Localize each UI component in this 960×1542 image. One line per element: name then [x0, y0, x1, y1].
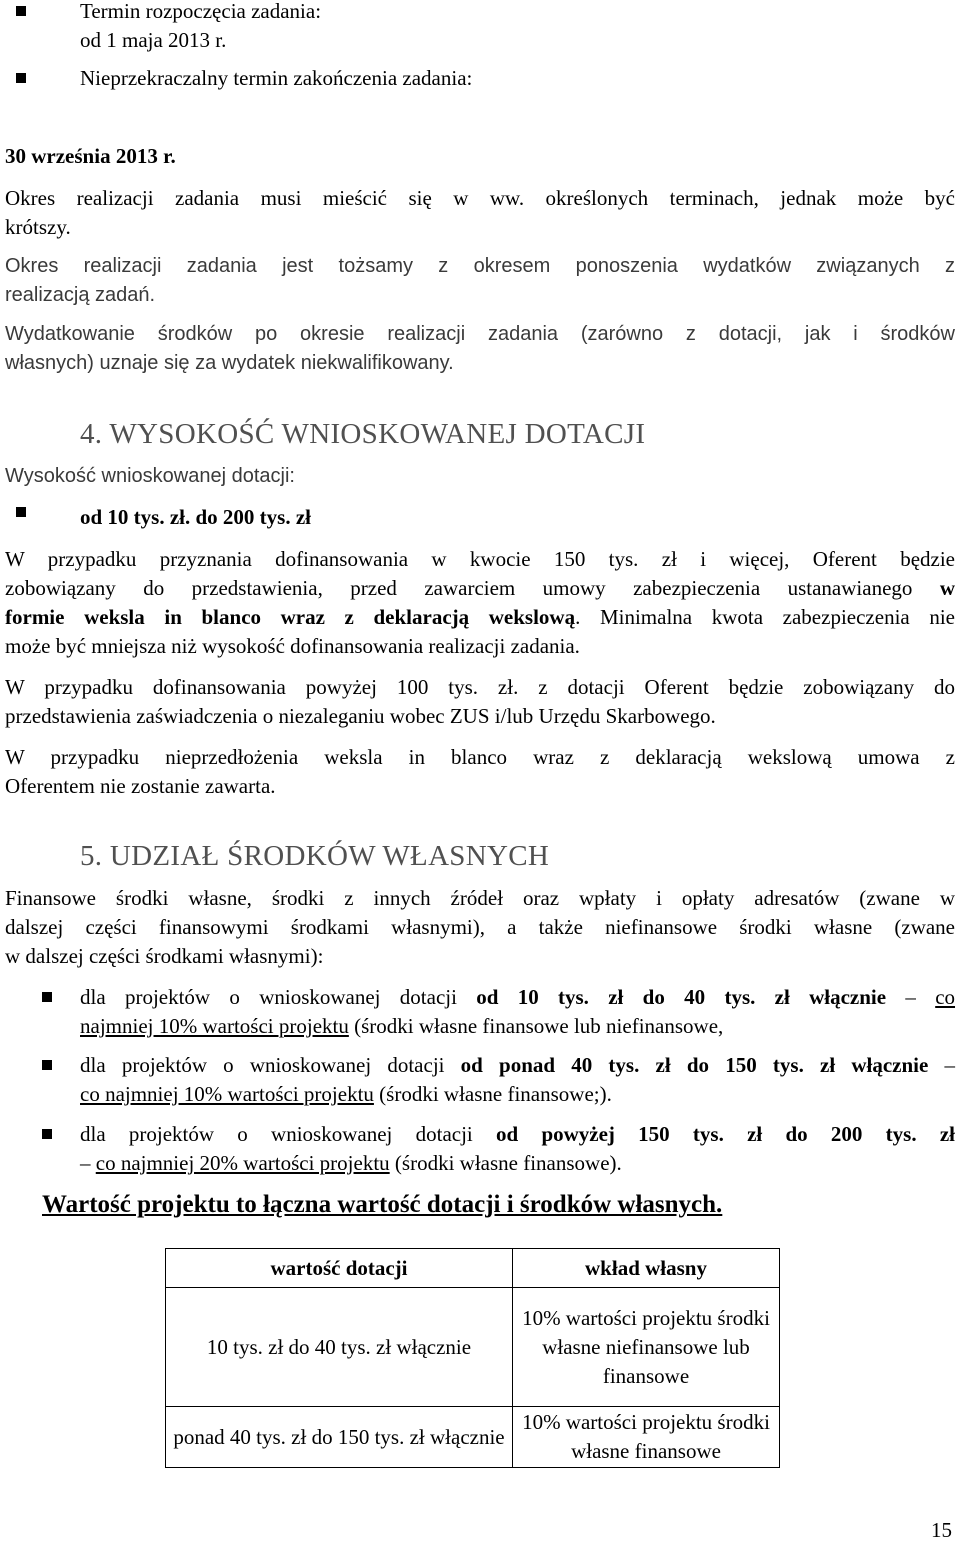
list-item: dla projektów o wnioskowanej dotacji od powyżej 150 tys. zł do 200 tys. zł: [80, 1122, 955, 1146]
start-date-value: od 1 maja 2013 r.: [80, 28, 227, 52]
bullet-square: [42, 1129, 52, 1139]
paragraph: przedstawienia zaświadczenia o niezaleganiu wobec ZUS i/lub Urzędu Skarbowego.: [5, 704, 716, 728]
paragraph: krótszy.: [5, 215, 71, 239]
list-item: dla projektów o wnioskowanej dotacji od 10 tys. zł do 40 tys. zł włącznie – co: [80, 985, 956, 1009]
end-date-label: Nieprzekraczalny termin zakończenia zadania:: [80, 66, 473, 90]
start-date-label: Termin rozpoczęcia zadania:: [80, 0, 322, 23]
paragraph: formie weksla in blanco wraz z deklaracją wekslową. Minimalna kwota zabezpieczenia nie: [5, 605, 955, 629]
paragraph: realizacją zadań.: [5, 284, 156, 306]
grant-range: od 10 tys. zł. do 200 tys. zł: [80, 505, 311, 529]
bullet-square: [42, 992, 52, 1002]
paragraph: Finansowe środki własne, środki z innych źródeł oraz wpłaty i opłaty adresatów (zwane w: [5, 886, 955, 910]
list-item-cont: co najmniej 10% wartości projektu (środki własne finansowe;).: [80, 1082, 612, 1106]
bullet-square: [16, 73, 26, 83]
bullet-square: [42, 1060, 52, 1070]
table-row: [166, 1407, 780, 1468]
paragraph: własnych) uznaje się za wydatek niekwalifikowany.: [5, 352, 454, 374]
table-header: wkład własny: [513, 1249, 780, 1288]
paragraph: w dalszej części środkami własnymi):: [5, 944, 324, 968]
paragraph: Okres realizacji zadania musi mieścić się w ww. określonych terminach, jednak może być: [5, 186, 955, 210]
paragraph: Wydatkowanie środków po okresie realizacji zadania (zarówno z dotacji, jak i środków: [5, 323, 955, 345]
table-cell: 10 tys. zł do 40 tys. zł włącznie: [166, 1288, 513, 1407]
paragraph: W przypadku dofinansowania powyżej 100 tys. zł. z dotacji Oferent będzie zobowiązany do: [5, 675, 955, 699]
table-row: [166, 1288, 780, 1407]
bullet-square: [16, 6, 26, 16]
table-header-row: [166, 1249, 780, 1288]
bullet-square: [16, 507, 26, 517]
contribution-table: [165, 1248, 780, 1468]
section-heading: 4. WYSOKOŚĆ WNIOSKOWANEJ DOTACJI: [80, 418, 646, 450]
table-cell: ponad 40 tys. zł do 150 tys. zł włącznie: [166, 1407, 513, 1468]
page-number: 15: [931, 1518, 952, 1542]
section-heading: 5. UDZIAŁ ŚRODKÓW WŁASNYCH: [80, 840, 550, 872]
table-header: wartość dotacji: [166, 1249, 513, 1288]
list-item-cont: – co najmniej 20% wartości projektu (środki własne finansowe).: [80, 1151, 622, 1175]
paragraph: może być mniejsza niż wysokość dofinansowania realizacji zadania.: [5, 634, 580, 658]
field-label: Wysokość wnioskowanej dotacji:: [5, 465, 295, 487]
summary-statement: Wartość projektu to łączna wartość dotacji i środków własnych.: [42, 1191, 723, 1218]
list-item-cont: najmniej 10% wartości projektu (środki własne finansowe lub niefinansowe,: [80, 1014, 724, 1038]
table-cell: 10% wartości projektu środki własne niefinansowe lub finansowe: [513, 1288, 780, 1407]
paragraph: W przypadku przyznania dofinansowania w kwocie 150 tys. zł i więcej, Oferent będzie: [5, 547, 955, 571]
paragraph: Oferentem nie zostanie zawarta.: [5, 774, 276, 798]
table-cell: 10% wartości projektu środki własne finansowe: [513, 1407, 780, 1468]
end-date-value: 30 września 2013 r.: [5, 144, 176, 168]
paragraph: dalszej części finansowymi środkami własnymi), a także niefinansowe środki własne (zwane: [5, 915, 955, 939]
list-item: dla projektów o wnioskowanej dotacji od ponad 40 tys. zł do 150 tys. zł włącznie –: [80, 1053, 956, 1077]
paragraph: zobowiązany do przedstawienia, przed zawarciem umowy zabezpieczenia ustanawianego w: [5, 576, 956, 600]
paragraph: W przypadku nieprzedłożenia weksla in blanco wraz z deklaracją wekslową umowa z: [5, 745, 955, 769]
paragraph: Okres realizacji zadania jest tożsamy z okresem ponoszenia wydatków związanych z: [5, 255, 955, 277]
